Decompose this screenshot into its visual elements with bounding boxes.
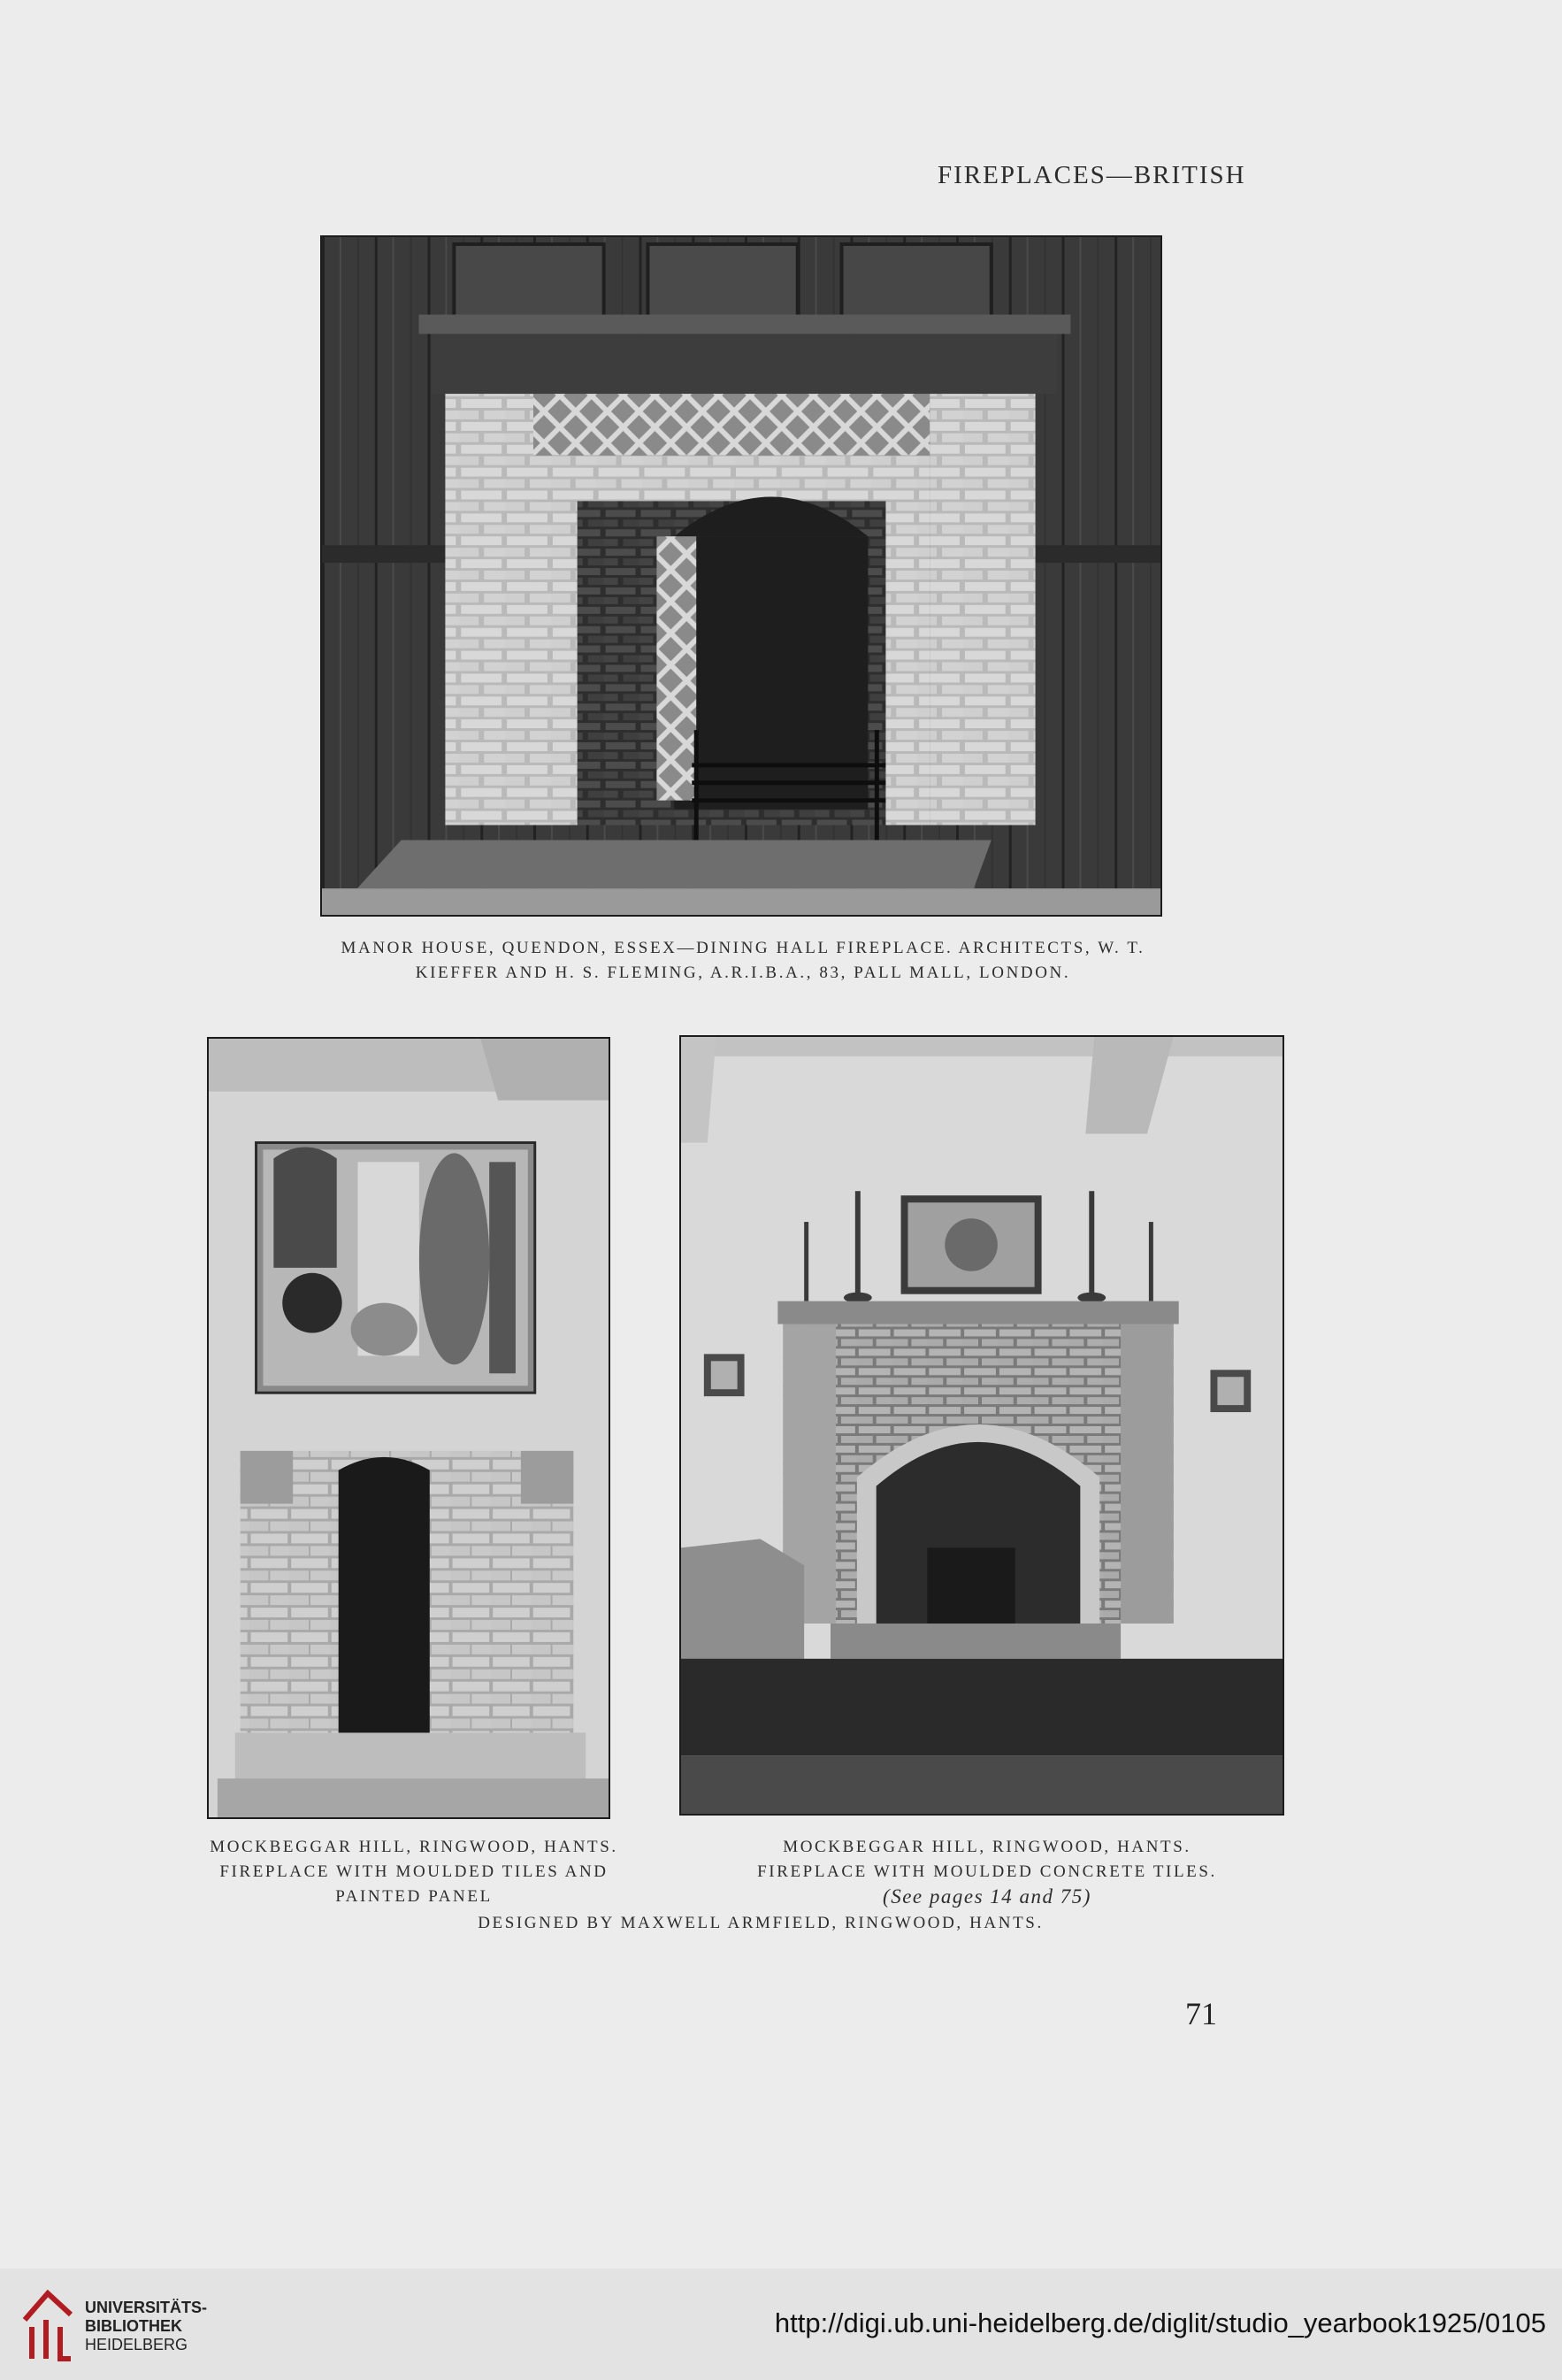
caption-line: PAINTED PANEL [335,1887,493,1906]
caption-line: KIEFFER AND H. S. FLEMING, A.R.I.B.A., 83, PALL MALL, LONDON. [415,964,1071,982]
library-name-line: BIBLIOTHEK [85,2317,182,2335]
caption-designed-by [318,1911,1203,1936]
library-name [85,2299,207,2354]
caption-concrete-tiles [713,1835,1261,1909]
caption-line: MOCKBEGGAR HILL, RINGWOOD, HANTS. [210,1838,618,1856]
digitization-footer [0,2269,1562,2380]
photo-mockbeggar-concrete-tiles-fireplace [679,1035,1284,1816]
library-name-line: HEIDELBERG [85,2336,188,2353]
photo-manor-house-fireplace [320,235,1162,917]
caption-painted-panel [193,1835,635,1909]
caption-line: FIREPLACE WITH MOULDED TILES AND [219,1862,609,1881]
caption-line: MOCKBEGGAR HILL, RINGWOOD, HANTS. [783,1838,1191,1856]
page-number: 71 [1185,1996,1217,2031]
caption-see-pages: (See pages 14 and 75) [883,1885,1091,1908]
source-url-link[interactable]: http://digi.ub.uni-heidelberg.de/diglit/studio_yearbook1925/0105 [774,2307,1546,2338]
running-head: FIREPLACES—BRITISH [938,161,1246,189]
caption-line: MANOR HOUSE, QUENDON, ESSEX—DINING HALL FIREPLACE. ARCHITECTS, W. T. [341,939,1145,957]
library-logo-icon [19,2284,76,2366]
caption-line: FIREPLACE WITH MOULDED CONCRETE TILES. [757,1862,1217,1881]
caption-manor-house [301,936,1185,986]
photo-mockbeggar-painted-panel-fireplace [207,1037,610,1819]
caption-line: DESIGNED BY MAXWELL ARMFIELD, RINGWOOD, HANTS. [478,1914,1044,1932]
library-name-line: UNIVERSITÄTS- [85,2299,208,2316]
